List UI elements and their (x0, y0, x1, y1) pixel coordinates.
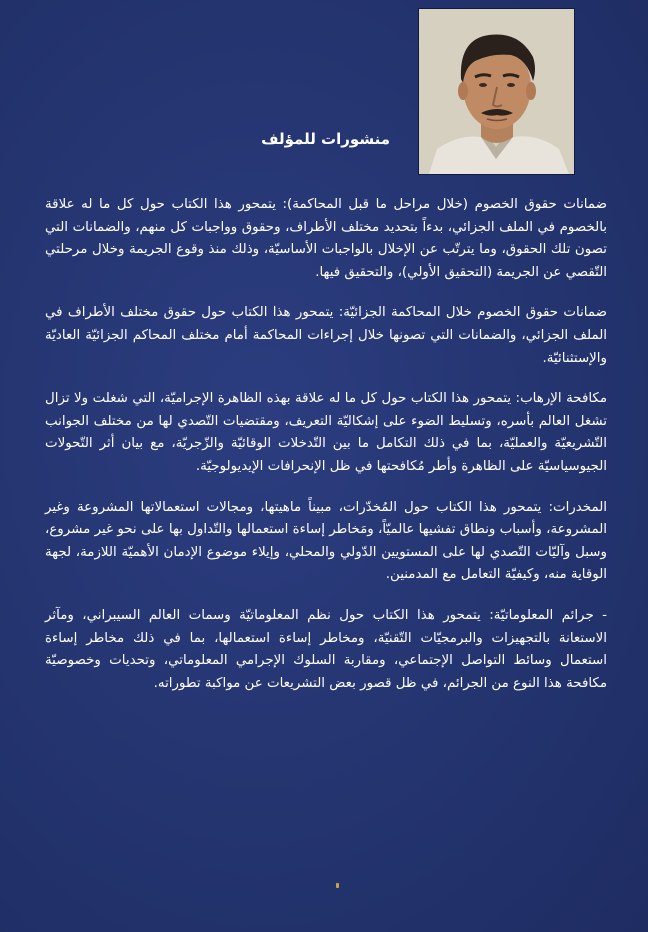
publication-item: - جرائم المعلوماتيّة: يتمحور هذا الكتاب حول نظم المعلوماتيّة وسمات العالم السيبراني، ومآثر الاستعانة بالتجهيزات والبرمجيّات التّقنيّة، ومخاطر إساءة استعمالها، بما في ذلك مخاطر إساءة استعمال وسائط التواصل الإجتماعي، ومقاربة السلوك الإجرامي المعلوماتي، وتحديات وخصوصيّة مكافحة هذا النوع من الجرائم، في ظل قصور بعض التشريعات عن مواكبة تطوراته. (45, 607, 607, 691)
publication-item: مكافحة الإرهاب: يتمحور هذا الكتاب حول كل ما له علاقة بهذه الظاهرة الإجراميّة، التي شغلت ولا تزال تشغل العالم بأسره، وتسليط الضوء على إشكاليّة التعريف، ومقتضيات التّصدي لها من مختلف الجوانب التّشريعيّة والعمليّة، بما في ذلك التكامل ما بين التّدخلات الوقائيّة والزّجريّة، مع بيان أثر التّحولات الجيوسياسيّة على الظاهرة وأطر مُكافحتها في ظل الإنحرافات الإيديولوجيّة. (45, 391, 607, 474)
publications-heading: منشورات للمؤلف (261, 130, 390, 148)
publication-item: ضمانات حقوق الخصوم خلال المحاكمة الجزائيّة: يتمحور هذا الكتاب حول حقوق مختلف الأطراف في الملف الجزائي، والضمانات التي تصونها خلال إجراءات المحاكمة أمام مختلف المحاكم الجزائيّة العاديّة والإستثنائيّة. (45, 305, 607, 366)
publication-item: ضمانات حقوق الخصوم (خلال مراحل ما قبل المحاكمة): يتمحور هذا الكتاب حول كل ما له علاقة بالخصوم في الملف الجزائي، بدءاً بتحديد مختلف الأطراف، وحقوق وواجبات كل منهم، والضمانات التي تصون تلك الحقوق، وما يترتّب عن الإخلال بالواجبات الأساسيّة، وذلك منذ وقوع الجريمة وخلال مرحلتي التّقصي عن الجريمة (التحقيق الأولي)، والتحقيق فيها. (45, 197, 607, 280)
author-photo (418, 8, 575, 175)
decorative-mark (336, 883, 339, 888)
publications-list (45, 194, 607, 713)
publication-item: المخدرات: يتمحور هذا الكتاب حول المُخدّرات، مبيناً ماهيتها، ومجالات استعمالاتها المشروعة وغير المشروعة، وأسباب ونطاق تفشيها عالميّاً، ومَخاطر إساءة استعمالها والتّداول بها على نحو غير مشروع، وسبل وآليّات التّصدي لها على المستويين الدّولي والمحلي، وإيلاء موضوع الإدمان الأهميّة اللازمة، لجهة الوقاية منه، وكيفيّة التعامل مع المدمنين. (45, 499, 607, 583)
author-portrait-image (419, 9, 574, 174)
